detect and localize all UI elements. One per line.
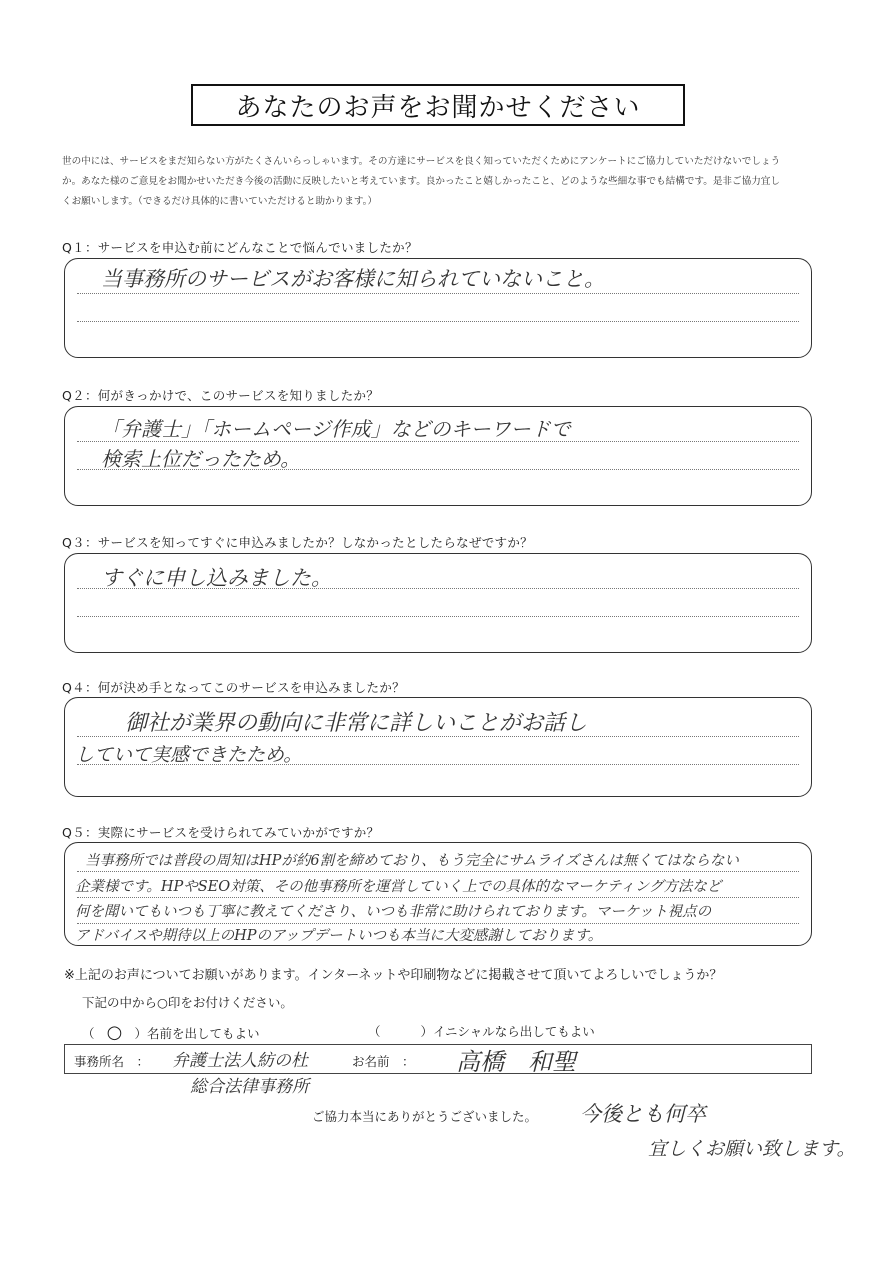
answer-5-line-1: 当事務所では普段の周知はHPが約6割を締めており、もう完全にサムライズさんは無くてはならない bbox=[85, 853, 739, 869]
option-paren-close: ） bbox=[134, 1026, 148, 1041]
answer-line bbox=[77, 871, 799, 872]
answer-box-2 bbox=[64, 406, 812, 506]
select-instruction: 下記の中から○印をお付けください。 bbox=[82, 995, 293, 1010]
option-paren-close: ） bbox=[420, 1024, 434, 1039]
option-name-ok-mark: ○ bbox=[106, 1022, 123, 1043]
answer-4-line-2: していて実感できたため。 bbox=[75, 744, 303, 766]
answer-1-line-1: 当事務所のサービスがお客様に知られていないこと。 bbox=[101, 267, 605, 291]
option-paren-open: （ bbox=[368, 1024, 381, 1039]
intro-line-3: くお願いします。（できるだけ具体的に書いていただけると助かります。） bbox=[62, 196, 378, 207]
closing-line-1: 今後とも何卒 bbox=[580, 1102, 706, 1126]
survey-title: あなたのお声をお聞かせください bbox=[191, 84, 685, 126]
answer-line bbox=[77, 293, 799, 294]
office-label: 事務所名 ： bbox=[74, 1054, 150, 1069]
answer-2-line-2: 検索上位だったため。 bbox=[101, 447, 301, 471]
option-name-ok[interactable] bbox=[82, 1022, 260, 1043]
office-value-line-1: 弁護士法人紡の杜 bbox=[172, 1051, 308, 1071]
option-initial-ok[interactable] bbox=[368, 1022, 595, 1040]
publication-notice: ※上記のお声についてお願いがあります。インターネットや印刷物などに掲載させて頂いてよろしいでしょうか？ bbox=[64, 968, 723, 983]
question-4-label: Q４：何が決め手となってこのサービスを申込みましたか？ bbox=[62, 680, 405, 695]
answer-3-line-1: すぐに申し込みました。 bbox=[101, 566, 332, 590]
intro-line-2: か。あなた様のご意見をお聞かせいただき今後の活動に反映したいと考えています。良かったこと嬉しかったこと、どのような些細な事でも結構です。是非ご協力宜し bbox=[62, 176, 780, 187]
answer-box-3 bbox=[64, 553, 812, 653]
answer-5-line-2: 企業様です。HPやSEO対策、その他事務所を運営していく上での具体的なマーケティング方法など bbox=[75, 879, 722, 895]
closing-line-2: 宜しくお願い致します。 bbox=[648, 1138, 856, 1160]
answer-5-line-4: アドバイスや期待以上のHPのアップデートいつも本当に大変感謝しております。 bbox=[75, 928, 603, 944]
name-label: お名前 ： bbox=[352, 1054, 415, 1069]
intro-text bbox=[62, 152, 822, 212]
answer-5-line-3: 何を聞いてもいつも丁寧に教えてくださり、いつも非常に助けられております。マーケット視点の bbox=[75, 904, 712, 920]
intro-line-1: 世の中には、サービスをまだ知らない方がたくさんいらっしゃいます。その方達にサービスを良く知っていただくためにアンケートにご協力していただけないでしょう bbox=[62, 156, 781, 167]
office-value-line-2: 総合法律事務所 bbox=[190, 1077, 309, 1097]
answer-line bbox=[77, 897, 799, 898]
question-2-label: Q２：何がきっかけで、このサービスを知りましたか？ bbox=[62, 388, 380, 403]
thanks-text: ご協力本当にありがとうございました。 bbox=[312, 1109, 538, 1124]
answer-4-line-1: 御社が業界の動向に非常に詳しいことがお話し bbox=[125, 711, 588, 736]
answer-2-line-1: 「弁護士」「ホームページ作成」などのキーワードで bbox=[101, 417, 571, 441]
answer-box-5 bbox=[64, 842, 812, 946]
question-1-label: Q１：サービスを申込む前にどんなことで悩んでいましたか？ bbox=[62, 240, 418, 255]
option-initial-ok-label: イニシャルなら出してもよい bbox=[433, 1024, 595, 1039]
answer-line bbox=[77, 321, 799, 322]
answer-line bbox=[77, 616, 799, 617]
option-name-ok-label: 名前を出してもよい bbox=[147, 1026, 260, 1041]
question-3-label: Q３：サービスを知ってすぐに申込みましたか？しなかったとしたらなぜですか？ bbox=[62, 535, 533, 550]
name-value: 高橋 和聖 bbox=[456, 1048, 576, 1076]
option-paren-open: （ bbox=[82, 1026, 95, 1041]
answer-box-1 bbox=[64, 258, 812, 358]
question-5-label: Q５：実際にサービスを受けられてみていかがですか？ bbox=[62, 825, 380, 840]
answer-box-4 bbox=[64, 697, 812, 797]
